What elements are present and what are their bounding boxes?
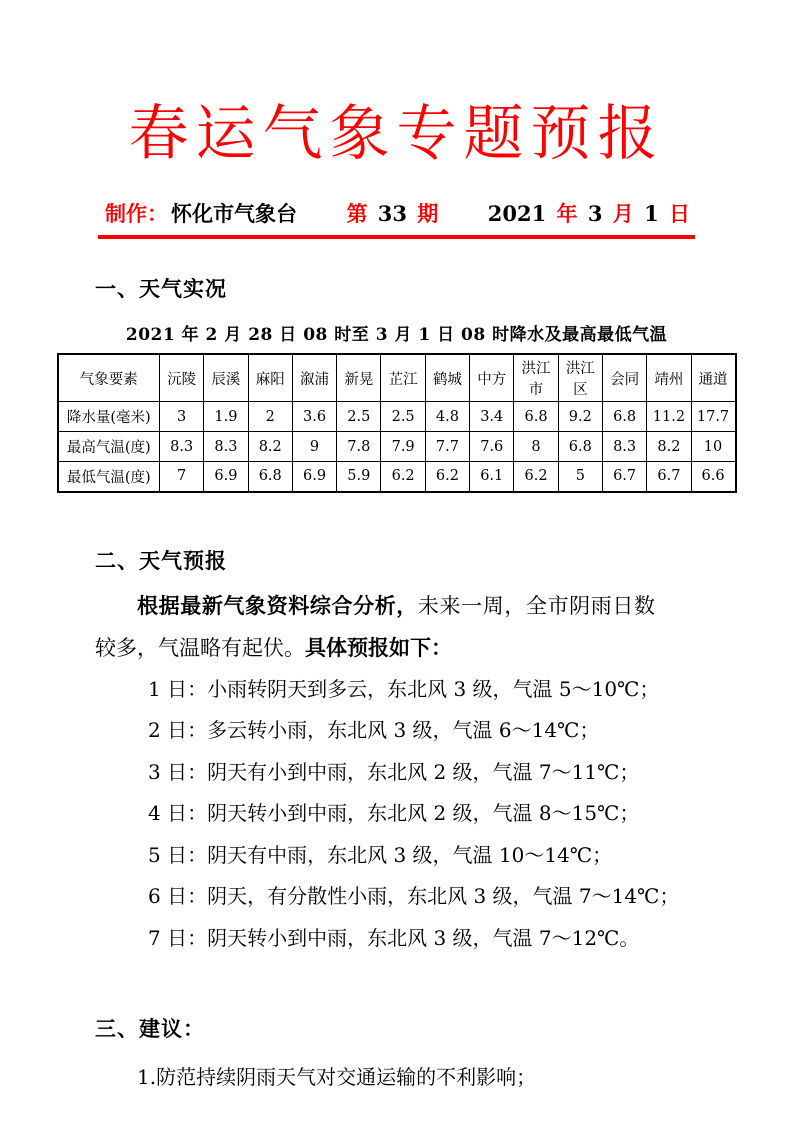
value-cell: 6.8 [558, 432, 602, 462]
value-cell: 17.7 [691, 402, 735, 432]
value-cell: 6.2 [425, 462, 469, 492]
forecast-item-day2: 2 日：多云转小雨，东北风 3 级，气温 6～14℃； [148, 718, 600, 742]
value-cell: 6.2 [514, 462, 558, 492]
masthead-divider [98, 235, 695, 239]
weather-table-title: 2021 年 2 月 28 日 08 时至 3 月 1 日 08 时降水及最高最低气温 [125, 325, 668, 345]
table-header-station: 洪江区 [558, 354, 602, 402]
value-cell: 6.7 [602, 462, 646, 492]
value-cell: 1.9 [204, 402, 248, 432]
forecast-item-day7: 7 日：阴天转小到中雨，东北风 3 级，气温 7～12℃。 [148, 925, 640, 950]
intro-body-text: 未来一周，全市阴雨日数较多，气温略有起伏。 [95, 593, 656, 660]
producer-value: 怀化市气象台 [171, 201, 297, 226]
row-label-cell: 降水量(毫米) [58, 402, 160, 432]
value-cell: 3.4 [470, 402, 514, 432]
table-row [58, 462, 736, 492]
value-cell: 3.6 [292, 402, 336, 432]
date-year: 2021 [487, 201, 547, 226]
table-header-station: 辰溪 [204, 354, 248, 402]
date-day-unit: 日 [669, 201, 690, 226]
table-header-station: 洪江市 [514, 354, 558, 402]
value-cell: 7.7 [425, 432, 469, 462]
intro-emphasis-lead: 根据最新气象资料综合分析， [137, 593, 418, 618]
value-cell: 2.5 [381, 402, 425, 432]
value-cell: 2.5 [337, 402, 381, 432]
value-cell: 6.7 [647, 462, 691, 492]
table-header-element-label: 气象要素 [58, 354, 160, 402]
value-cell: 5 [558, 462, 602, 492]
suggestion-item-1: 1.防范持续阴雨天气对交通运输的不利影响； [137, 1065, 537, 1089]
table-row [58, 402, 736, 432]
table-header-station: 鹤城 [425, 354, 469, 402]
forecast-list [148, 669, 793, 960]
table-header-station: 通道 [691, 354, 735, 402]
table-header-station: 新晃 [337, 354, 381, 402]
value-cell: 9 [292, 432, 336, 462]
forecast-item-day4: 4 日：阴天转小到中雨，东北风 2 级，气温 8～15℃； [148, 801, 640, 825]
value-cell: 8.2 [248, 432, 292, 462]
row-label-cell: 最高气温(度) [58, 432, 160, 462]
value-cell: 6.6 [691, 462, 735, 492]
value-cell: 4.8 [425, 402, 469, 432]
value-cell: 11.2 [647, 402, 691, 432]
value-cell: 7.9 [381, 432, 425, 462]
forecast-item-day1: 1 日：小雨转阴天到多云，东北风 3 级，气温 5～10℃； [148, 676, 660, 701]
value-cell: 6.8 [602, 402, 646, 432]
value-cell: 2 [248, 402, 292, 432]
producer-label: 制作： [105, 201, 168, 226]
document-title: 春运气象专题预报 [128, 99, 665, 169]
row-label-cell: 最低气温(度) [58, 462, 160, 492]
table-header-station: 会同 [602, 354, 646, 402]
issue-number [346, 198, 441, 228]
weather-table [57, 353, 737, 493]
issue-suffix: 期 [417, 201, 439, 226]
date-month: 3 [587, 201, 603, 226]
table-header-station: 芷江 [381, 354, 425, 402]
table-header-row [58, 354, 736, 402]
issue-prefix: 第 [346, 201, 368, 226]
value-cell: 7 [160, 462, 204, 492]
table-header-station: 沅陵 [160, 354, 204, 402]
table-row [58, 432, 736, 462]
value-cell: 6.9 [292, 462, 336, 492]
value-cell: 6.8 [248, 462, 292, 492]
value-cell: 7.6 [470, 432, 514, 462]
forecast-item-day5: 5 日：阴天有中雨，东北风 3 级，气温 10～14℃； [148, 842, 613, 867]
value-cell: 7.8 [337, 432, 381, 462]
value-cell: 6.9 [204, 462, 248, 492]
value-cell: 9.2 [558, 402, 602, 432]
value-cell: 8.3 [204, 432, 248, 462]
issue-value: 33 [377, 201, 407, 226]
value-cell: 8.3 [602, 432, 646, 462]
section-3-heading: 三、建议： [95, 1017, 205, 1041]
value-cell: 8.2 [647, 432, 691, 462]
table-header-station: 中方 [470, 354, 514, 402]
value-cell: 5.9 [337, 462, 381, 492]
producer [105, 198, 300, 228]
masthead [105, 198, 693, 228]
value-cell: 10 [691, 432, 735, 462]
value-cell: 6.1 [470, 462, 514, 492]
intro-emphasis-tail: 具体预报如下： [305, 635, 452, 660]
value-cell: 8 [514, 432, 558, 462]
table-header-station: 麻阳 [248, 354, 292, 402]
forecast-item-day6: 6 日：阴天，有分散性小雨，东北风 3 级，气温 7～14℃； [148, 884, 680, 908]
forecast-item-day3: 3 日：阴天有小到中雨，东北风 2 级，气温 7～11℃； [148, 759, 640, 784]
forecast-intro [95, 585, 655, 669]
value-cell: 6.2 [381, 462, 425, 492]
date-day: 1 [644, 201, 659, 226]
table-header-station: 靖州 [647, 354, 691, 402]
date-month-unit: 月 [612, 201, 634, 226]
suggestion-list [137, 1057, 793, 1097]
issue-date [488, 198, 693, 228]
date-year-unit: 年 [556, 201, 578, 226]
table-header-station: 溆浦 [292, 354, 336, 402]
value-cell: 6.8 [514, 402, 558, 432]
section-2-heading: 二、天气预报 [95, 548, 227, 573]
value-cell: 3 [160, 402, 204, 432]
section-1-heading: 一、天气实况 [95, 277, 227, 301]
value-cell: 8.3 [160, 432, 204, 462]
